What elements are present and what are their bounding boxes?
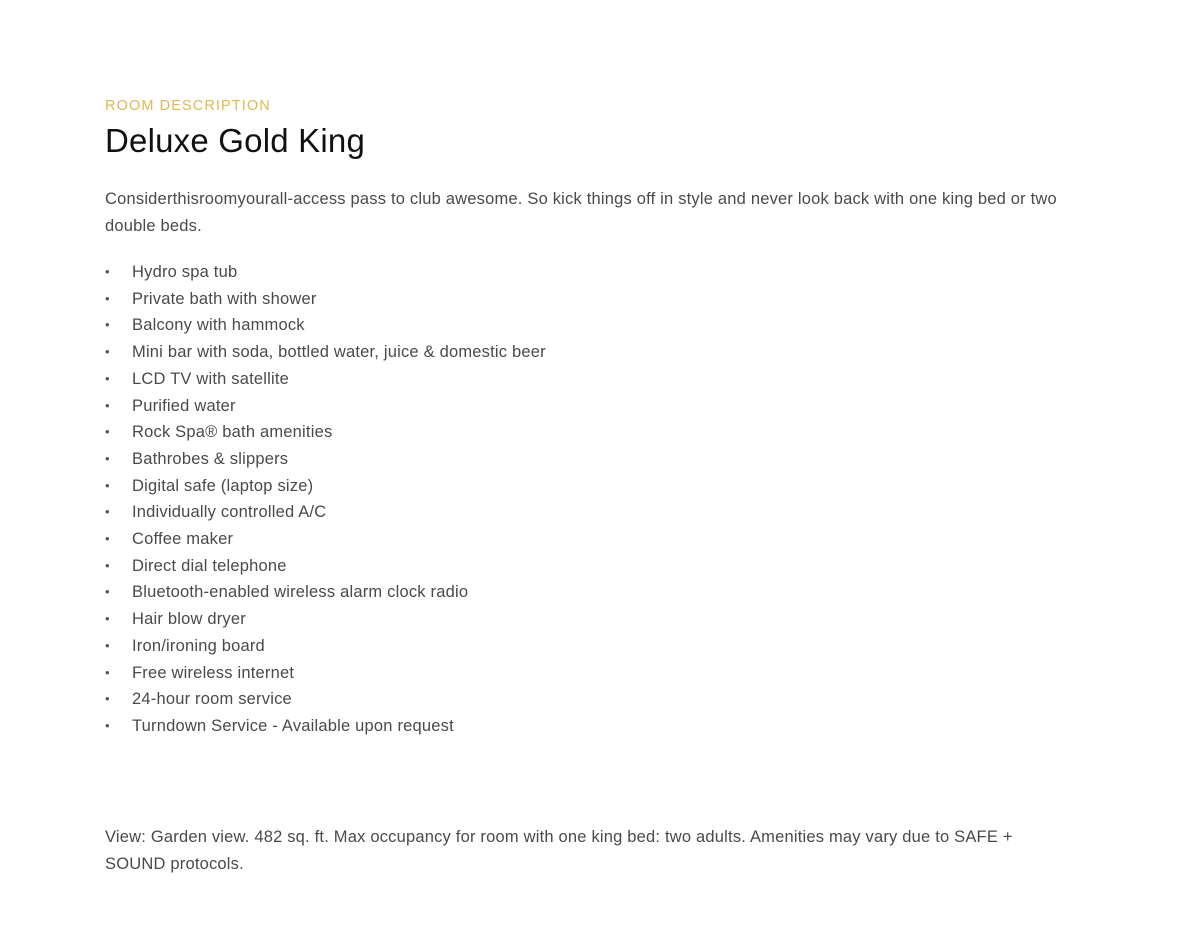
amenity-item: [105, 419, 1065, 446]
amenity-label: Rock Spa® bath amenities: [132, 423, 333, 442]
amenity-label: Hydro spa tub: [132, 263, 238, 281]
amenity-label: Direct dial telephone: [132, 556, 287, 575]
amenity-item: [105, 473, 1065, 500]
amenity-item: [105, 660, 1065, 687]
bullet-icon: •: [105, 450, 110, 466]
amenity-item: [105, 633, 1065, 660]
bullet-icon: •: [105, 717, 110, 733]
amenity-label: Coffee maker: [132, 530, 234, 549]
bullet-icon: •: [105, 344, 110, 360]
amenity-item: [105, 553, 1065, 580]
amenity-label: Purified water: [132, 396, 236, 415]
room-title: Deluxe Gold King: [105, 122, 366, 159]
amenity-label: Digital safe (laptop size): [132, 476, 314, 495]
bullet-icon: •: [105, 424, 110, 440]
bullet-icon: •: [105, 691, 110, 707]
amenity-item: [105, 259, 1065, 286]
amenity-item: [105, 366, 1065, 393]
amenity-item: [105, 393, 1065, 420]
amenity-label: Free wireless internet: [132, 663, 295, 682]
amenity-item: [105, 686, 1065, 713]
amenity-label: Individually controlled A/C: [132, 503, 327, 522]
amenity-item: [105, 579, 1065, 606]
amenity-label: LCD TV with satellite: [132, 369, 290, 388]
amenities-list: [105, 259, 1065, 740]
bullet-icon: •: [105, 397, 110, 413]
room-description-section: [105, 96, 1065, 878]
room-description: Considerthisroomyourall-access pass to club awesome. So kick things off in style and never look back with one king bed or two double beds.: [105, 190, 1057, 235]
amenity-item: [105, 446, 1065, 473]
bullet-icon: •: [105, 370, 110, 386]
bullet-icon: •: [105, 477, 110, 493]
amenity-item: [105, 339, 1065, 366]
amenity-label: Iron/ironing board: [132, 636, 265, 655]
bullet-icon: •: [105, 664, 110, 680]
amenity-label: Turndown Service - Available upon request: [132, 716, 454, 735]
bullet-icon: •: [105, 264, 110, 279]
amenity-label: 24-hour room service: [132, 690, 292, 709]
amenity-item: [105, 312, 1065, 339]
amenity-item: [105, 713, 1065, 740]
amenity-label: Private bath with shower: [132, 289, 317, 308]
amenity-item: [105, 526, 1065, 553]
bullet-icon: •: [105, 290, 110, 306]
amenity-item: [105, 499, 1065, 526]
amenity-item: [105, 606, 1065, 633]
bullet-icon: •: [105, 611, 110, 627]
bullet-icon: •: [105, 557, 110, 573]
bullet-icon: •: [105, 317, 110, 333]
bullet-icon: •: [105, 531, 110, 547]
bullet-icon: •: [105, 584, 110, 600]
bullet-icon: •: [105, 504, 110, 520]
amenity-label: Bluetooth-enabled wireless alarm clock radio: [132, 583, 469, 602]
bullet-icon: •: [105, 637, 110, 653]
room-details-note: View: Garden view. 482 sq. ft. Max occupancy for room with one king bed: two adults. Amenities may vary due to SAFE + SOUND protocols.: [105, 827, 1013, 873]
amenity-label: Hair blow dryer: [132, 610, 246, 629]
amenity-label: Mini bar with soda, bottled water, juice & domestic beer: [132, 343, 546, 362]
section-eyebrow-label: ROOM DESCRIPTION: [105, 98, 271, 114]
amenity-label: Bathrobes & slippers: [132, 449, 289, 468]
amenity-item: [105, 286, 1065, 313]
amenity-label: Balcony with hammock: [132, 316, 305, 335]
